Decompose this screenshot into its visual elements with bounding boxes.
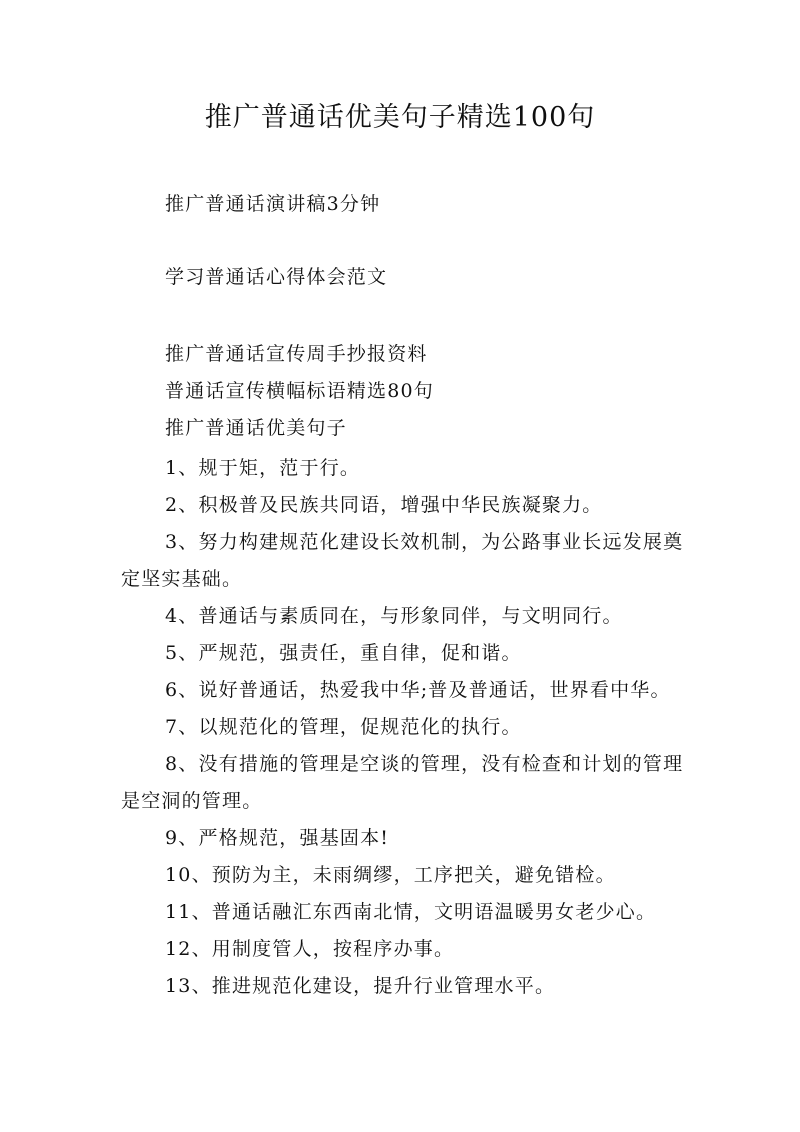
document-title: 推广普通话优美句子精选100句 xyxy=(204,102,596,133)
sentence-4: 4、普通话与素质同在，与形象同伴，与文明同行。 xyxy=(165,605,623,627)
sentence-5: 5、严规范，强责任，重自律，促和谐。 xyxy=(165,642,522,664)
sentence-6: 6、说好普通话，热爱我中华;普及普通话，世界看中华。 xyxy=(165,679,671,701)
sentence-13: 13、推进规范化建设，提升行业管理水平。 xyxy=(165,975,556,997)
sentence-3: 3、努力构建规范化建设长效机制，为公路事业长远发展奠定坚实基础。 xyxy=(121,531,684,590)
sentence-1: 1、规于矩，范于行。 xyxy=(165,457,361,479)
related-link-2[interactable]: 学习普通话心得体会范文 xyxy=(165,266,388,288)
related-link-5[interactable]: 推广普通话优美句子 xyxy=(165,417,347,439)
sentence-11: 11、普通话融汇东西南北情，文明语温暖男女老少心。 xyxy=(165,901,657,923)
related-link-3[interactable]: 推广普通话宣传周手抄报资料 xyxy=(165,343,428,365)
related-link-1[interactable]: 推广普通话演讲稿3分钟 xyxy=(165,193,381,215)
sentence-12: 12、用制度管人，按程序办事。 xyxy=(165,938,455,960)
related-link-4[interactable]: 普通话宣传横幅标语精选80句 xyxy=(165,380,434,402)
sentence-10: 10、预防为主，未雨绸缪，工序把关，避免错检。 xyxy=(165,864,616,886)
sentence-2: 2、积极普及民族共同语，增强中华民族凝聚力。 xyxy=(165,494,603,516)
sentence-8: 8、没有措施的管理是空谈的管理，没有检查和计划的管理是空洞的管理。 xyxy=(121,753,684,812)
sentence-7: 7、以规范化的管理，促规范化的执行。 xyxy=(165,716,522,738)
sentence-9: 9、严格规范，强基固本! xyxy=(165,827,390,849)
